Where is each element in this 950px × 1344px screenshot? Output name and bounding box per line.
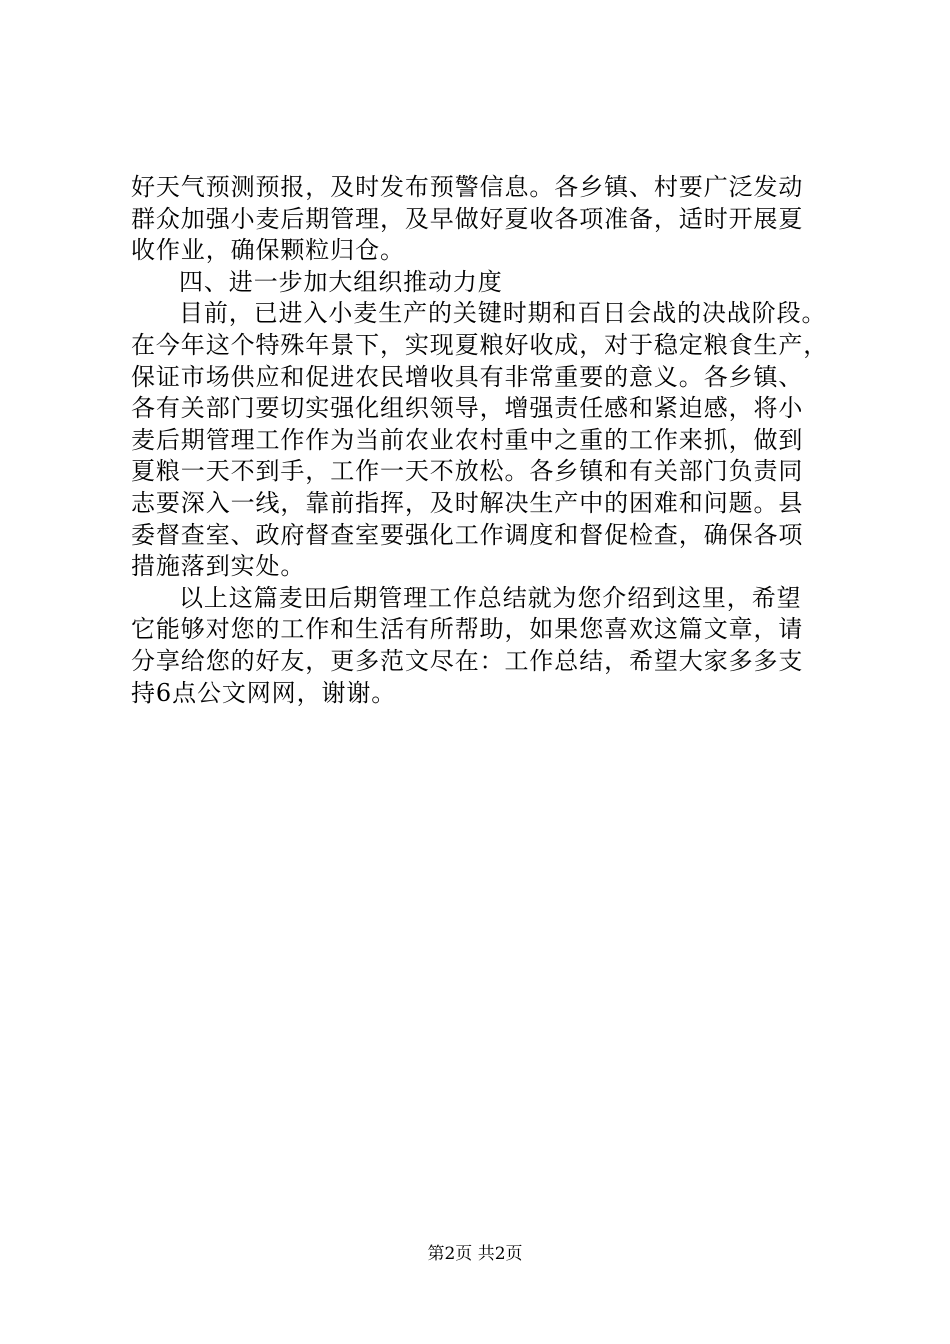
text-line: 持6点公文网网，谢谢。 xyxy=(131,678,397,707)
text-line: 好天气预测预报，及时发布预警信息。各乡镇、村要广泛发动 xyxy=(131,173,804,201)
text-line: 目前，已进入小麦生产的关键时期和百日会战的决战阶段。 xyxy=(179,299,827,328)
text-line: 措施落到实处。 xyxy=(131,552,306,581)
text-line: 麦后期管理工作作为当前农业农村重中之重的工作来抓，做到 xyxy=(131,425,804,454)
text-line: 群众加强小麦后期管理，及早做好夏收各项准备，适时开展夏 xyxy=(131,204,804,233)
text-line: 志要深入一线，靠前指挥，及时解决生产中的困难和问题。县 xyxy=(131,488,804,517)
text-line: 各有关部门要切实强化组织领导，增强责任感和紧迫感，将小 xyxy=(131,394,804,423)
text-line: 在今年这个特殊年景下，实现夏粮好收成，对于稳定粮食生产， xyxy=(131,330,829,359)
page-number-footer: 第2页 共2页 xyxy=(427,1244,523,1264)
text-line: 夏粮一天不到手，工作一天不放松。各乡镇和有关部门负责同 xyxy=(131,457,804,486)
text-line: 委督查室、政府督查室要强化工作调度和督促检查，确保各项 xyxy=(131,520,804,549)
section-heading: 四、进一步加大组织推动力度 xyxy=(179,267,503,296)
text-line: 它能够对您的工作和生活有所帮助，如果您喜欢这篇文章，请 xyxy=(131,615,804,644)
text-line: 收作业，确保颗粒归仓。 xyxy=(131,236,405,265)
document-body xyxy=(131,172,851,709)
text-line: 以上这篇麦田后期管理工作总结就为您介绍到这里，希望 xyxy=(179,583,802,612)
text-line: 分享给您的好友，更多范文尽在：工作总结，希望大家多多支 xyxy=(131,646,804,675)
text-line: 保证市场供应和促进农民增收具有非常重要的意义。各乡镇、 xyxy=(131,362,804,391)
